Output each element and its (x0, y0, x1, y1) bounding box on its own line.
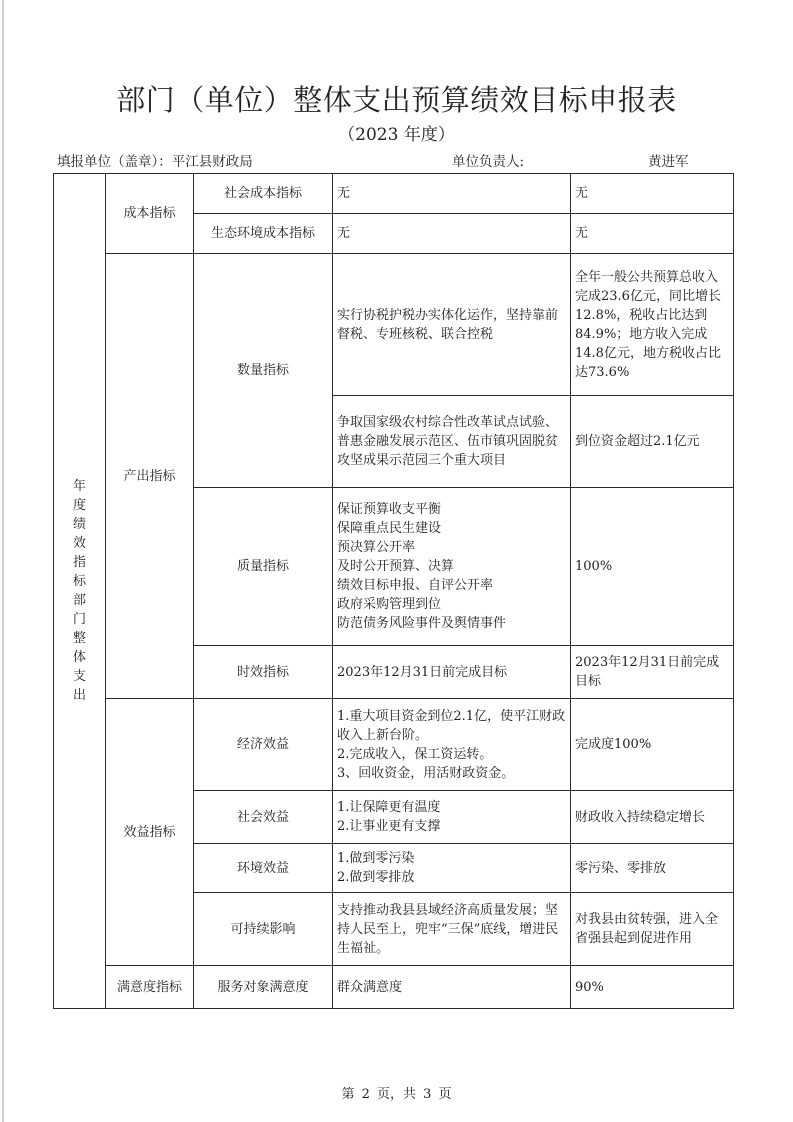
content-cell (333, 791, 571, 844)
content-line: 3、回收资金，用活财政资金。 (337, 765, 515, 781)
indicator-cell: 时效指标 (194, 646, 333, 699)
indicator-cell: 经济效益 (194, 699, 333, 791)
content-line: 2.完成收入，保工资运转。 (337, 746, 493, 762)
category-output: 产出指标 (106, 254, 194, 699)
content-line: 防范债务风险事件及舆情事件 (337, 616, 507, 631)
content-line: 2.让事业更有支撑 (337, 819, 441, 834)
content-cell: 无 (333, 174, 571, 214)
responsible-person-name: 黄进军 (648, 154, 689, 170)
target-cell: 零污染、零排放 (571, 844, 734, 893)
responsible-person-label: 单位负责人: (452, 154, 525, 170)
content-cell: 实行协税护税办实体化运作，坚持靠前督税、专班核税、联合控税 (333, 254, 571, 396)
indicator-cell: 环境效益 (194, 844, 333, 893)
content-cell (333, 699, 571, 791)
year-subtitle: （2023 年度） (338, 125, 455, 145)
indicator-cell: 质量指标 (194, 488, 333, 646)
target-cell: 财政收入持续稳定增长 (571, 791, 734, 844)
scan-edge (2, 0, 4, 1122)
content-line: 及时公开预算、决算 (337, 559, 455, 574)
performance-target-table (53, 173, 734, 1009)
page-title: 部门（单位）整体支出预算绩效目标申报表 (116, 83, 677, 117)
indicator-cell: 服务对象满意度 (194, 966, 333, 1009)
indicator-cell: 社会效益 (194, 791, 333, 844)
content-line: 1.重大项目资金到位2.1亿，使平江财政收入上新台阶。 (337, 708, 566, 743)
target-cell: 无 (571, 174, 734, 214)
filing-unit: 填报单位（盖章）：平江县财政局 (57, 154, 253, 170)
content-line: 2.做到零排放 (337, 870, 415, 885)
table-row (54, 174, 734, 214)
indicator-cell: 可持续影响 (194, 893, 333, 966)
content-line: 保证预算收支平衡 (337, 502, 442, 517)
category-benefit: 效益指标 (106, 699, 194, 966)
content-line: 保障重点民生建设 (337, 521, 442, 536)
content-cell (333, 488, 571, 646)
target-cell: 对我县由贫转强，进入全省强县起到促进作用 (571, 893, 734, 966)
target-cell: 全年一般公共预算总收入完成23.6亿元，同比增长12.8%，税收占比达到84.9%；地方收入完成14.8亿元，地方税收占比达73.6% (571, 254, 734, 396)
section-label-cell (54, 174, 106, 1009)
content-cell (333, 844, 571, 893)
target-cell: 无 (571, 214, 734, 254)
table-row (54, 254, 734, 396)
content-line: 预决算公开率 (337, 540, 416, 555)
form-header-info (57, 150, 737, 170)
content-line: 政府采购管理到位 (337, 597, 442, 612)
target-cell: 100% (571, 488, 734, 646)
category-satisfaction: 满意度指标 (106, 966, 194, 1009)
target-cell: 2023年12月31日前完成目标 (571, 646, 734, 699)
content-cell: 2023年12月31日前完成目标 (333, 646, 571, 699)
page-number: 第 2 页，共 3 页 (341, 1087, 452, 1102)
category-cost: 成本指标 (106, 174, 194, 254)
content-cell: 无 (333, 214, 571, 254)
content-cell: 群众满意度 (333, 966, 571, 1009)
table-row (54, 699, 734, 791)
content-line: 1.让保障更有温度 (337, 800, 441, 815)
indicator-cell: 社会成本指标 (194, 174, 333, 214)
content-line: 1.做到零污染 (337, 851, 415, 866)
target-cell: 90% (571, 966, 734, 1009)
table-row (54, 966, 734, 1009)
target-cell: 完成度100% (571, 699, 734, 791)
target-cell: 到位资金超过2.1亿元 (571, 396, 734, 488)
indicator-cell: 生态环境成本指标 (194, 214, 333, 254)
content-line: 绩效目标申报、自评公开率 (337, 578, 494, 593)
indicator-cell: 数量指标 (194, 254, 333, 488)
content-cell: 争取国家级农村综合性改革试点试验、普惠金融发展示范区、伍市镇巩固脱贫攻坚成果示范园三个重大项目 (333, 396, 571, 488)
content-cell: 支持推动我县县域经济高质量发展；坚持人民至上，兜牢“三保”底线，增进民生福祉。 (333, 893, 571, 966)
section-label: 年度绩效指标部门整体支出 (72, 479, 86, 703)
